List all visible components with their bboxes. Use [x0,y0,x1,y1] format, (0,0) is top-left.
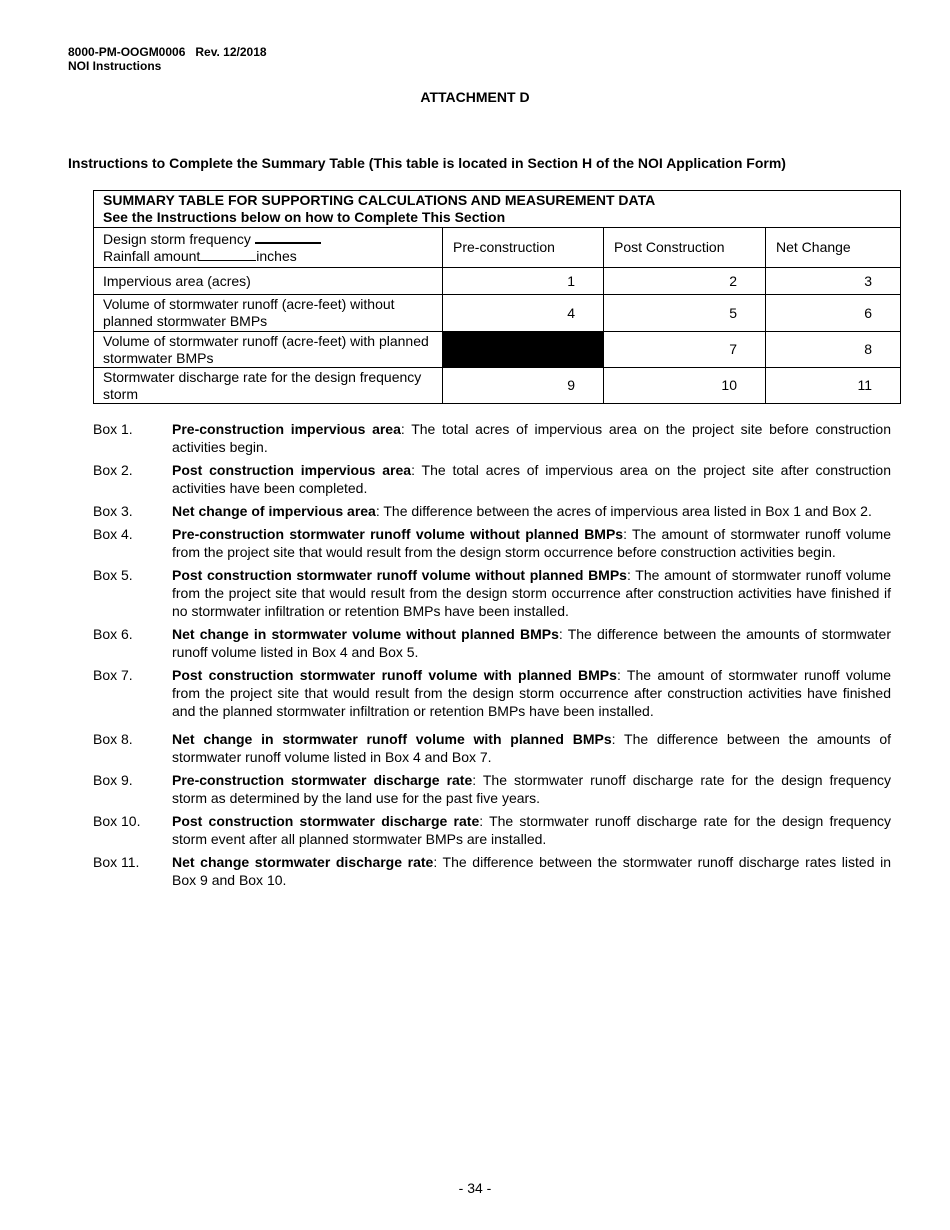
table-title-row [94,191,901,228]
box-label: Box 8. [93,731,133,747]
box-5-cell: 5 [604,295,766,332]
box-4-cell: 4 [443,295,604,332]
box-description: : The amount of stormwater runoff volume from the project site that would result from the design storm occurrence after construction activities have finished if no stormwater infiltration or retention BMPs have been installed. [172,567,891,619]
table-row [94,332,901,368]
summary-table [93,190,901,404]
row-label: Volume of stormwater runoff (acre-feet) without planned stormwater BMPs [94,295,443,332]
row-label: Volume of stormwater runoff (acre-feet) with planned stormwater BMPs [94,332,443,368]
box-6-cell: 6 [766,295,901,332]
instructions-heading: Instructions to Complete the Summary Table (This table is located in Section H of the NOI Application Form) [68,155,786,171]
box-item [93,666,891,720]
box-description: : The difference between the stormwater runoff discharge rates listed in Box 9 and Box 10. [172,854,892,888]
box-item [93,420,891,456]
box-label: Box 11. [93,854,140,870]
column-header-pre: Pre-construction [443,228,604,268]
form-number: 8000-PM-OOGM0006 [68,45,186,59]
design-storm-label: Design storm frequency [103,231,251,247]
box-item [93,730,891,766]
box-label: Box 3. [93,503,133,519]
box-term: Net change in stormwater volume without planned BMPs [172,626,559,642]
rainfall-blank [200,248,256,261]
box-11-cell: 11 [766,368,901,404]
box-description: : The difference between the acres of impervious area listed in Box 1 and Box 2. [375,503,872,519]
box-label: Box 7. [93,667,133,683]
table-title-line2: See the Instructions below on how to Complete This Section [103,209,506,225]
box-term: Post construction impervious area [172,462,412,478]
blacked-out-cell [443,332,604,368]
box-1-cell: 1 [443,268,604,295]
box-item [93,625,891,661]
box-term: Net change in stormwater runoff volume with planned BMPs [172,731,612,747]
box-description: : The stormwater runoff discharge rate for the design frequency storm as determined by the land use for the past five years. [172,772,891,806]
box-label: Box 9. [93,772,133,788]
box-description: : The difference between the amounts of stormwater runoff volume listed in Box 4 and Box 5. [172,626,891,660]
box-term: Post construction stormwater runoff volume without planned BMPs [172,567,627,583]
row-label: Stormwater discharge rate for the design frequency storm [94,368,443,404]
attachment-title: ATTACHMENT D [420,89,530,105]
table-header-row [94,228,901,268]
box-3-cell: 3 [766,268,901,295]
page-number: - 34 - [458,1180,492,1196]
box-description: : The total acres of impervious area on the project site after construction activities have been completed. [172,462,891,496]
row-label: Impervious area (acres) [94,268,443,295]
box-description: : The total acres of impervious area on the project site before construction activities begin. [172,421,891,455]
design-storm-cell [94,228,443,268]
box-term: Pre-construction impervious area [172,421,401,437]
box-label: Box 4. [93,526,133,542]
table-title [94,191,901,228]
box-8-cell: 8 [766,332,901,368]
box-item [93,812,891,848]
box-label: Box 6. [93,626,133,642]
box-item [93,461,891,497]
rainfall-suffix: inches [256,248,297,264]
table-title-line1: SUMMARY TABLE FOR SUPPORTING CALCULATIONS AND MEASUREMENT DATA [103,192,656,208]
box-term: Net change stormwater discharge rate [172,854,434,870]
box-term: Pre-construction stormwater discharge rate [172,772,473,788]
box-label: Box 1. [93,421,133,437]
box-instructions [93,420,891,894]
box-term: Post construction stormwater runoff volume with planned BMPs [172,667,617,683]
table-row [94,368,901,404]
box-7-cell: 7 [604,332,766,368]
box-term: Post construction stormwater discharge rate [172,813,480,829]
revision: Rev. 12/2018 [195,45,267,59]
box-description: : The amount of stormwater runoff volume from the project site that would result from the design storm occurrence before construction activities begin. [172,526,891,560]
header-subtitle: NOI Instructions [68,59,162,73]
box-item [93,566,891,620]
box-label: Box 2. [93,462,133,478]
box-description: : The stormwater runoff discharge rate for the design frequency storm event after all planned stormwater BMPs are installed. [172,813,891,847]
box-term: Net change of impervious area [172,503,376,519]
column-header-net: Net Change [766,228,901,268]
box-item [93,525,891,561]
box-label: Box 5. [93,567,133,583]
box-term: Pre-construction stormwater runoff volume without planned BMPs [172,526,624,542]
design-storm-blank [255,230,321,244]
box-item [93,502,891,520]
box-description: : The amount of stormwater runoff volume from the project site that would result from the design storm occurrence after construction activities have finished and the planned stormwater infiltration or retention BMPs have been installed. [172,667,891,719]
box-9-cell: 9 [443,368,604,404]
table-row [94,295,901,332]
box-description: : The difference between the amounts of stormwater runoff volume listed in Box 4 and Box 7. [172,731,892,765]
box-10-cell: 10 [604,368,766,404]
document-header [68,45,267,73]
box-2-cell: 2 [604,268,766,295]
box-label: Box 10. [93,813,141,829]
column-header-post: Post Construction [604,228,766,268]
rainfall-prefix: Rainfall amount [103,248,201,264]
box-item [93,771,891,807]
box-item [93,853,891,889]
table-row [94,268,901,295]
